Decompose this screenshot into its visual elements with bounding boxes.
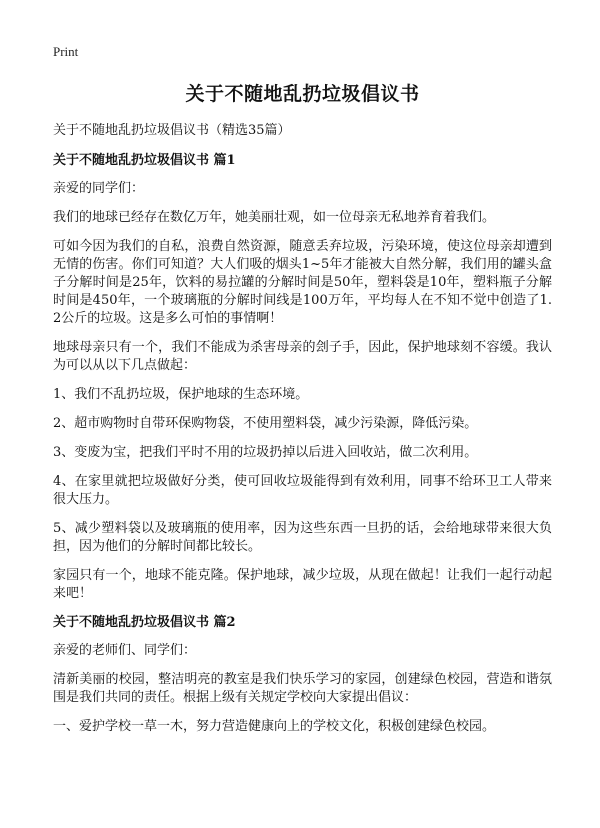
section-1 [53, 152, 552, 603]
list-item: 4、在家里就把垃圾做好分类，使可回收垃圾能得到有效利用，同事不给环卫工人带来很大压力。 [53, 474, 552, 507]
list-item: 2、超市购物时自带环保购物袋，不使用塑料袋，减少污染源，降低污染。 [53, 416, 478, 431]
closing-paragraph: 家园只有一个，地球不能克隆。保护地球，减少垃圾，从现在做起！让我们一起行动起来吧！ [53, 568, 552, 601]
paragraph: 清新美丽的校园，整洁明亮的教室是我们快乐学习的家园，创建绿色校园，营造和谐氛围是我们共同的责任。根据上级有关规定学校向大家提出倡议： [53, 672, 552, 705]
document-subtitle: 关于不随地乱扔垃圾倡议书（精选35篇） [53, 123, 291, 138]
list-item: 3、变废为宝，把我们平时不用的垃圾扔掉以后进入回收站，做二次利用。 [53, 445, 478, 460]
document-title: 关于不随地乱扔垃圾倡议书 [185, 83, 420, 105]
list-item: 一、爱护学校一草一木，努力营造健康向上的学校文化，积极创建绿色校园。 [53, 719, 496, 734]
print-link[interactable]: Print [53, 44, 79, 59]
section-2 [53, 614, 552, 736]
list-item: 5、减少塑料袋以及玻璃瓶的使用率，因为这些东西一旦扔的话，会给地球带来很大负担，因为他们的分解时间都比较长。 [53, 521, 552, 554]
paragraph: 地球母亲只有一个，我们不能成为杀害母亲的刽子手，因此，保护地球刻不容缓。我认为可以从以下几点做起： [53, 340, 552, 373]
greeting: 亲爱的老师们、同学们： [53, 643, 197, 658]
paragraph: 可如今因为我们的自私，浪费自然资源，随意丢弃垃圾，污染环境，使这位母亲却遭到无情的伤害。你们可知道？大人们吸的烟头1~5年才能被大自然分解，我们用的罐头盒子分解时间是25年，饮料的易拉罐的分解时间是50年，塑料袋是10年，塑料瓶子分解时间是450年，一个玻璃瓶的分解时间线是100万年，平均每人在不知不觉中创造了1.2公斤的垃圾。这是多么可怕的事情啊！ [53, 239, 552, 326]
section-heading: 关于不随地乱扔垃圾倡议书 篇2 [53, 615, 236, 630]
greeting: 亲爱的同学们： [53, 181, 145, 196]
list-item: 1、我们不乱扔垃圾，保护地球的生态环境。 [53, 387, 309, 402]
paragraph: 我们的地球已经存在数亿万年，她美丽壮观，如一位母亲无私地养育着我们。 [53, 210, 496, 225]
section-heading: 关于不随地乱扔垃圾倡议书 篇1 [53, 153, 236, 168]
